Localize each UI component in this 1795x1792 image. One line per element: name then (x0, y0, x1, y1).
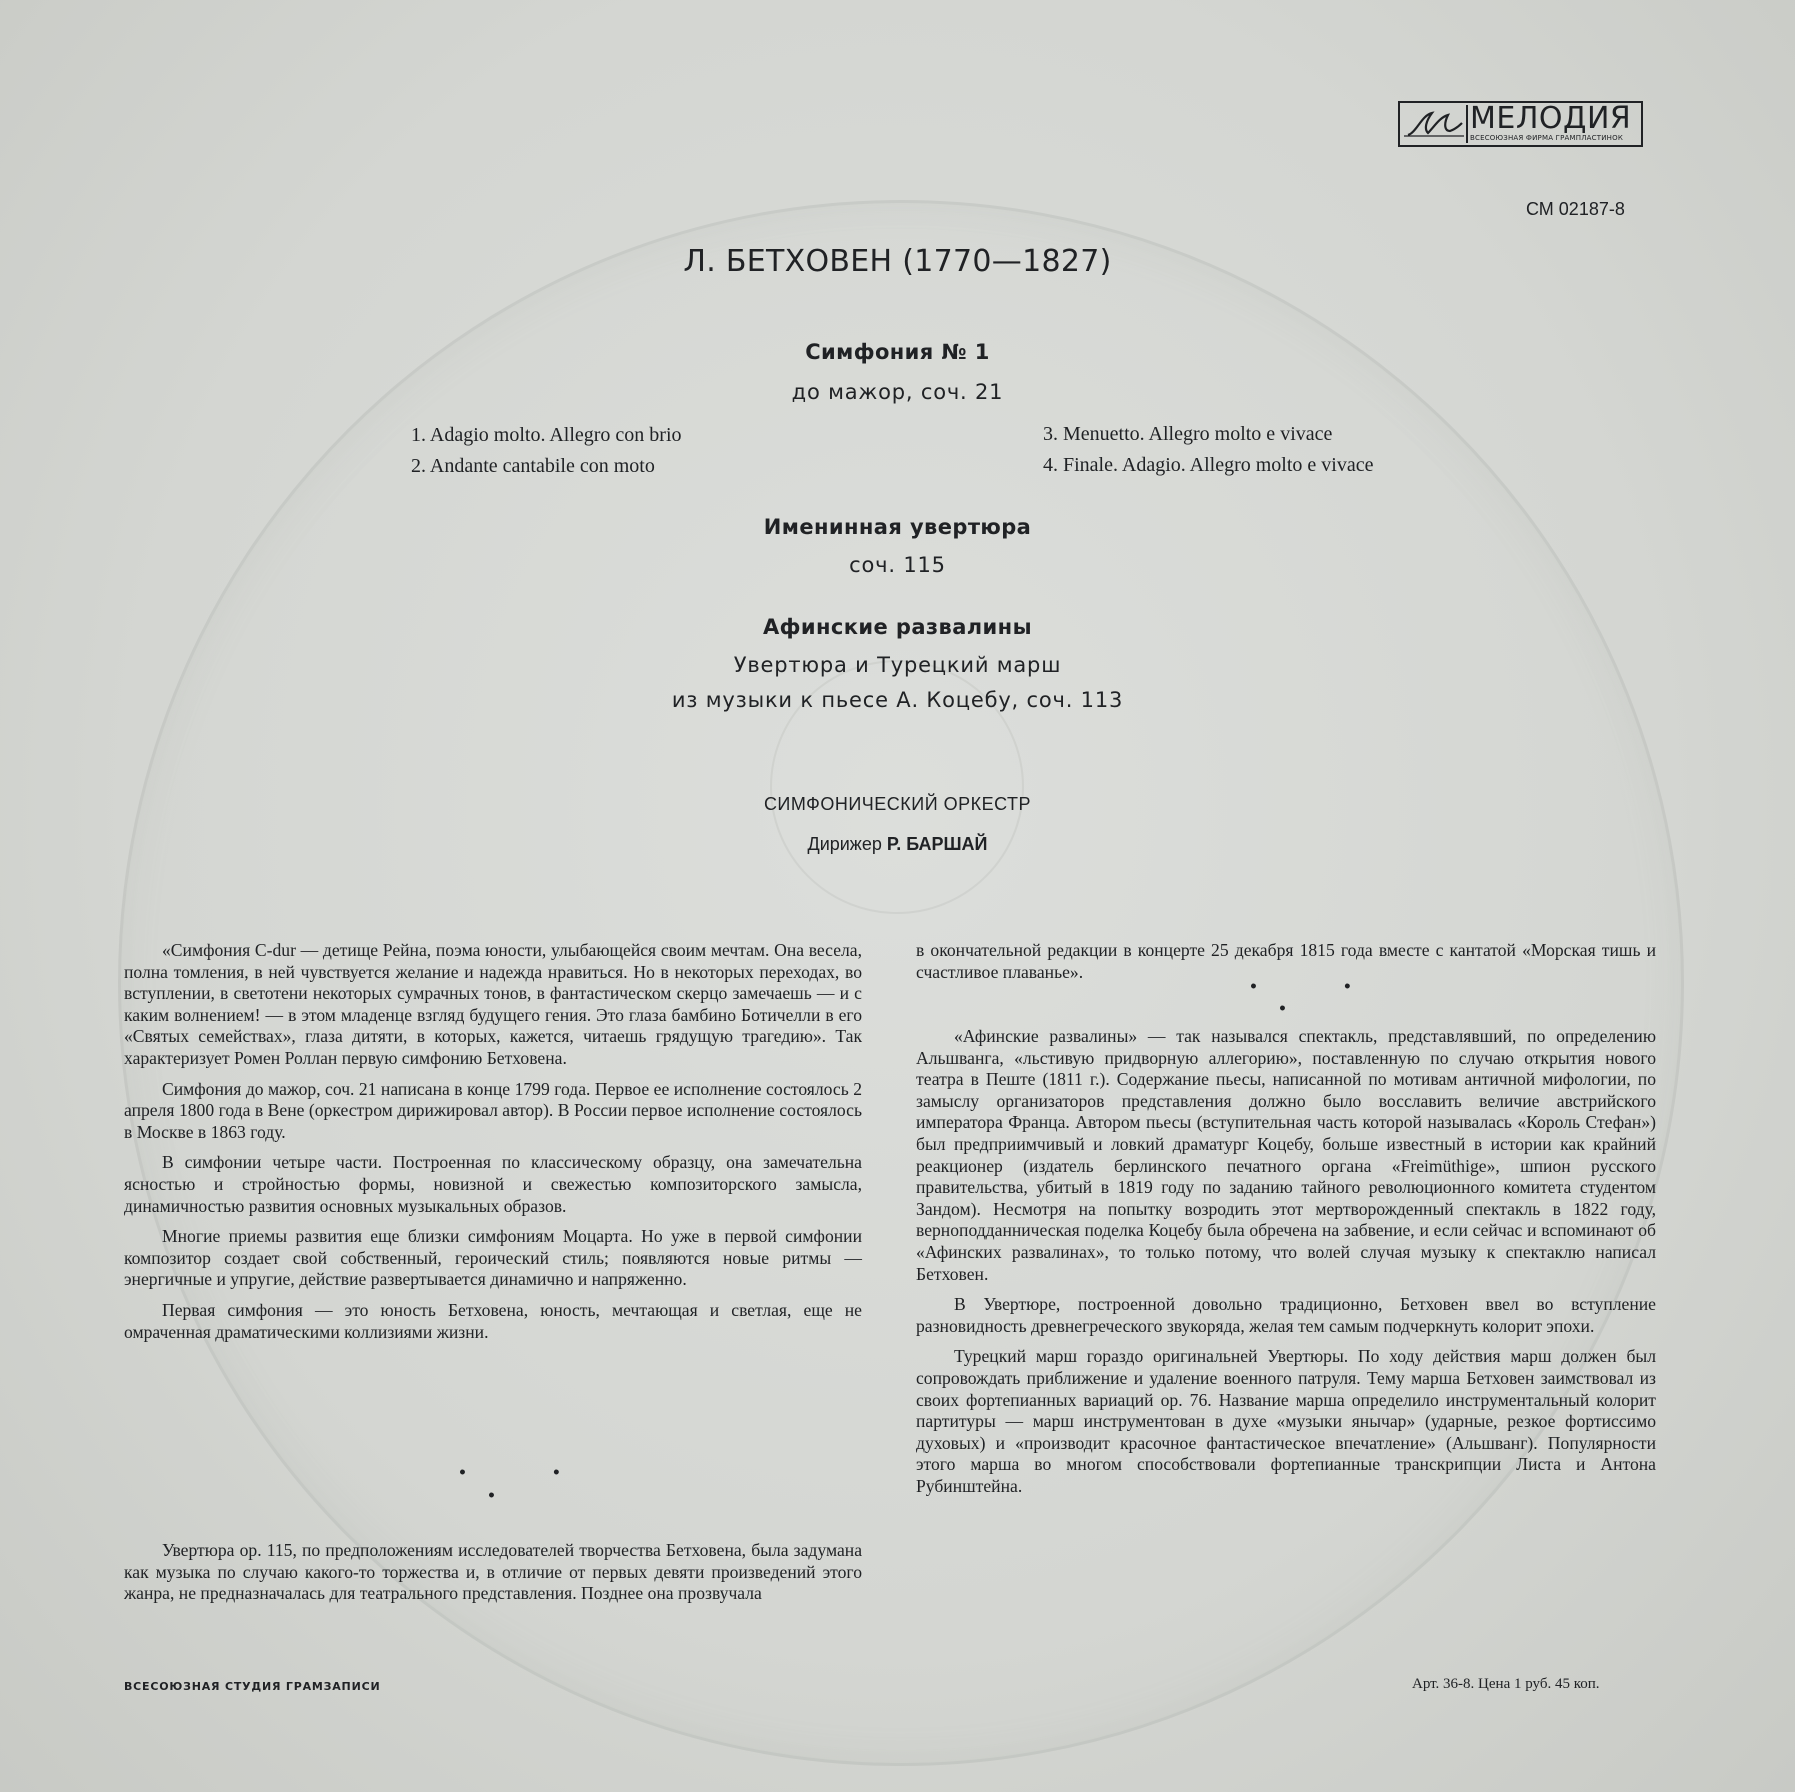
separator-dots-left: • • (458, 1465, 601, 1481)
composer-heading: Л. БЕТХОВЕН (1770—1827) (683, 244, 1112, 279)
logo-subtitle: ВСЕСОЮЗНАЯ ФИРМА ГРАМПЛАСТИНОК (1470, 134, 1624, 142)
ruins-line-2: из музыки к пьесе А. Коцебу, соч. 113 (671, 688, 1124, 712)
movement-2: 2. Andante cantabile con moto (411, 455, 655, 477)
notes-right-paragraph-1: «Афинские развалины» — так назывался спектакль, представлявший, по определению Альшванга, «льстивую придворную аллегорию», поставленную по случаю открытия нового театра в Пеште (1811 г.). Содержание пьесы, написанной по мотивам античной мифологии, по замыслу организаторов представления должно было восславить величие австрийского императора Франца. Автором пьесы (вступительная часть которой называлась «Король Стефан») был предприимчивый и ловкий драматург Коцебу, больше известный в истории как крайний реакционер (издатель берлинского печатного органа «Freimüthige», шпион русского правительства, убитый в 1819 году по заданию тайного революционного комитета студентом Зандом). Несмотря на попытку возродить этот мертворожденный спектакль в 1822 году, верноподданническая поделка Коцебу была обречена на забвение, и если сейчас и вспоминают об «Афинских развалинах», то только потому, что волей случая музыку к спектаклю написал Бетховен. (916, 1026, 1656, 1284)
overture-subtitle: соч. 115 (849, 553, 946, 577)
movement-4: 4. Finale. Adagio. Allegro molto e vivace (1043, 454, 1374, 476)
price-label: Арт. 36-8. Цена 1 руб. 45 коп. (1412, 1676, 1600, 1692)
ruins-line-1: Увертюра и Турецкий марш (733, 653, 1062, 677)
separator-dot-left: • (487, 1488, 536, 1504)
studio-credit: ВСЕСОЮЗНАЯ СТУДИЯ ГРАМЗАПИСИ (124, 1680, 381, 1693)
notes-right-paragraph-2: В Увертюре, построенной довольно традиционно, Бетховен ввел во вступление разновидность древнегреческого звукоряда, желая тем самым подчеркнуть колорит эпохи. (916, 1294, 1656, 1336)
notes-left-paragraph-5: Первая симфония — это юность Бетховена, юность, мечтающая и светлая, еще не омраченная драматическими коллизиями жизни. (124, 1299, 862, 1342)
conductor-label: Дирижер (807, 834, 882, 854)
notes-column-left-bottom (124, 1540, 862, 1614)
conductor-name: Р. БАРШАЙ (886, 834, 988, 854)
ruins-title: Афинские развалины (763, 615, 1032, 639)
notes-left-paragraph-2: Симфония до мажор, соч. 21 написана в конце 1799 года. Первое ее исполнение состоялось 2 апреля 1800 года в Вене (оркестром дирижировал автор). В России первое исполнение состоялось в Москве в 1863 году. (124, 1078, 862, 1142)
catalog-number: СМ 02187-8 (1526, 199, 1625, 219)
melodiya-logo (1398, 101, 1643, 147)
melodiya-logo-mark (1402, 105, 1468, 143)
movement-1: 1. Adagio molto. Allegro con brio (411, 424, 682, 446)
notes-left-paragraph-1: «Симфония C-dur — детище Рейна, поэма юности, улыбающейся своим мечтам. Она весела, полна томления, в ней чувствуется желание и надежда нравиться. Но в некоторых переходах, во вступлении, в светотени некоторых сумрачных тонов, в фантастическом скерцо замечаешь — и с каким волнением! — в этом младенце взгляд будущего гения. Это глаза бамбино Ботичелли в его «Святых семействах», глаза дитяти, в которых, кажется, читаешь грядущую трагедию». Так характеризует Ромен Роллан первую симфонию Бетховена. (124, 940, 862, 1068)
symphony-subtitle: до мажор, соч. 21 (791, 380, 1004, 404)
notes-left-paragraph-3: В симфонии четыре части. Построенная по классическому образцу, она замечательна ясностью и стройностью формы, новизной и свежестью композиторского замысла, динамичностью развития основных музыкальных образов. (124, 1152, 862, 1216)
logo-name: МЕЛОДИЯ (1470, 101, 1632, 136)
symphony-title: Симфония № 1 (805, 340, 990, 364)
overture-title: Именинная увертюра (763, 515, 1032, 539)
notes-column-right (916, 1026, 1656, 1506)
notes-column-left (124, 940, 862, 1352)
separator-dot-right: • (1278, 1001, 1327, 1017)
notes-left-paragraph-4: Многие приемы развития еще близки симфониям Моцарта. Но уже в первой симфонии композитор создает свой собственный, героический стиль; появляются новые ритмы — энергичные и упругие, действие развертывается динамично и напряженно. (124, 1226, 862, 1290)
separator-dots-right: • • (1249, 979, 1392, 995)
notes-right-paragraph-3: Турецкий марш гораздо оригинальней Увертюры. По ходу действия марш должен был сопровождать приближение и удаление военного патруля. Тему марша Бетховен заимствовал из своих фортепианных вариаций ор. 76. Название марша определило инструментальный колорит партитуры — марш инструментован в духе «музыки янычар» (ударные, резкое фортиссимо духовых) и «производит красочное фантастическое впечатление» (Альшванг). Популярности этого марша во многом способствовали фортепианные транскрипции Листа и Антона Рубинштейна. (916, 1346, 1656, 1496)
conductor-line (0, 834, 1795, 855)
orchestra-name: СИМФОНИЧЕСКИЙ ОРКЕСТР (763, 794, 1032, 814)
notes-left-paragraph-6: Увертюра ор. 115, по предположениям исследователей творчества Бетховена, была задумана как музыка по случаю какого-то торжества и, в отличие от первых девяти произведений этого жанра, не предназначалась для театрального представления. Позднее она прозвучала (124, 1540, 862, 1604)
movement-3: 3. Menuetto. Allegro molto e vivace (1043, 423, 1333, 445)
notes-right-continuation: в окончательной редакции в концерте 25 декабря 1815 года вместе с кантатой «Морская тишь и счастливое плаванье». (916, 940, 1656, 982)
